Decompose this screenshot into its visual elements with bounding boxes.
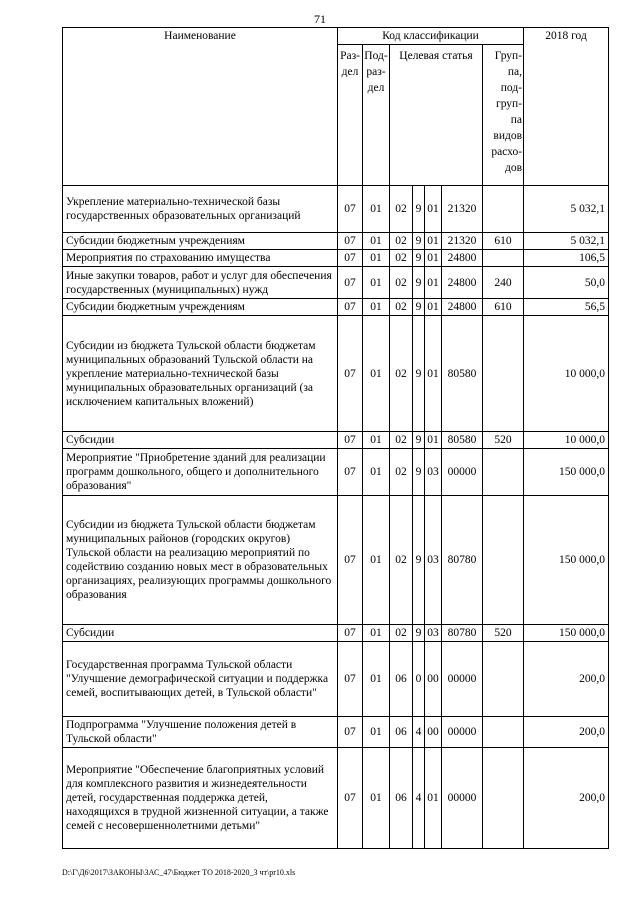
row-podrazdel-cell: 01 [363, 496, 390, 625]
table-row [63, 642, 609, 717]
row-target-program-cell: 02 [390, 233, 413, 250]
row-name-cell: Субсидии [63, 432, 338, 449]
row-target-program-cell: 02 [390, 432, 413, 449]
row-target-main-cell: 01 [425, 432, 442, 449]
header-name: Наименование [63, 28, 338, 186]
row-expense-group-cell [483, 748, 524, 849]
table-row [63, 250, 609, 267]
row-target-program-cell: 02 [390, 299, 413, 316]
table-row [63, 748, 609, 849]
header-group: Груп- па, под- груп- па видов расхо- дов [483, 45, 524, 186]
row-target-program-cell: 06 [390, 748, 413, 849]
row-expense-group-cell [483, 717, 524, 748]
row-expense-group-cell: 240 [483, 267, 524, 299]
row-podrazdel-cell: 01 [363, 233, 390, 250]
row-target-subprogram-cell: 9 [413, 186, 425, 233]
row-target-main-cell: 01 [425, 233, 442, 250]
budget-table [62, 27, 609, 849]
file-path-footer: D:\Г\Д6\2017\ЗАКОНЫ\ЗАС_47\Бюджет ТО 2018-2020_3 чт\pr10.xls [62, 868, 296, 877]
row-podrazdel-cell: 01 [363, 432, 390, 449]
row-amount-cell: 50,0 [524, 267, 609, 299]
row-name-cell: Субсидии из бюджета Тульской области бюджетам муниципальных образований Тульской области на укрепление материально-технической базы муниципальных образовательных организаций (за исключением капитальных вложений) [63, 316, 338, 432]
row-target-subprogram-cell: 0 [413, 642, 425, 717]
page-number: 71 [314, 12, 326, 26]
row-target-program-cell: 02 [390, 625, 413, 642]
row-target-direction-cell: 80580 [442, 432, 483, 449]
row-target-direction-cell: 80780 [442, 496, 483, 625]
row-expense-group-cell: 610 [483, 299, 524, 316]
row-podrazdel-cell: 01 [363, 642, 390, 717]
row-target-subprogram-cell: 9 [413, 496, 425, 625]
table-row [63, 717, 609, 748]
row-expense-group-cell [483, 642, 524, 717]
row-target-direction-cell: 24800 [442, 299, 483, 316]
row-name-cell: Подпрограмма "Улучшение положения детей в Тульской области" [63, 717, 338, 748]
header-podrazdel: Под- раз- дел [363, 45, 390, 186]
row-expense-group-cell [483, 449, 524, 496]
row-name-cell: Субсидии из бюджета Тульской области бюджетам муниципальных районов (городских округов) Тульской области на реализацию мероприятий по содействию созданию новых мест в образовательных организациях, реализующих программы дошкольного образования [63, 496, 338, 625]
table-row [63, 432, 609, 449]
row-name-cell: Субсидии [63, 625, 338, 642]
row-name-cell: Мероприятие "Приобретение зданий для реализации программ дошкольного, общего и дополнительного образования" [63, 449, 338, 496]
row-amount-cell: 10 000,0 [524, 432, 609, 449]
row-razdel-cell: 07 [338, 432, 363, 449]
row-amount-cell: 200,0 [524, 748, 609, 849]
row-podrazdel-cell: 01 [363, 267, 390, 299]
row-razdel-cell: 07 [338, 186, 363, 233]
row-target-program-cell: 02 [390, 496, 413, 625]
row-amount-cell: 10 000,0 [524, 316, 609, 432]
row-target-main-cell: 01 [425, 748, 442, 849]
row-target-program-cell: 06 [390, 642, 413, 717]
row-expense-group-cell [483, 186, 524, 233]
row-target-subprogram-cell: 9 [413, 233, 425, 250]
row-name-cell: Субсидии бюджетным учреждениям [63, 233, 338, 250]
row-podrazdel-cell: 01 [363, 449, 390, 496]
row-name-cell: Государственная программа Тульской области "Улучшение демографической ситуации и поддержка семей, воспитывающих детей, в Тульской области" [63, 642, 338, 717]
row-podrazdel-cell: 01 [363, 625, 390, 642]
row-target-main-cell: 01 [425, 316, 442, 432]
row-target-subprogram-cell: 9 [413, 267, 425, 299]
row-target-main-cell: 00 [425, 642, 442, 717]
row-razdel-cell: 07 [338, 299, 363, 316]
header-razdel: Раз- дел [338, 45, 363, 186]
row-target-main-cell: 01 [425, 267, 442, 299]
row-target-subprogram-cell: 9 [413, 316, 425, 432]
row-expense-group-cell [483, 316, 524, 432]
row-amount-cell: 5 032,1 [524, 233, 609, 250]
row-target-direction-cell: 24800 [442, 267, 483, 299]
row-target-direction-cell: 80580 [442, 316, 483, 432]
row-target-subprogram-cell: 9 [413, 299, 425, 316]
row-target-program-cell: 02 [390, 267, 413, 299]
row-expense-group-cell: 520 [483, 625, 524, 642]
row-razdel-cell: 07 [338, 496, 363, 625]
row-target-main-cell: 03 [425, 496, 442, 625]
row-target-main-cell: 03 [425, 625, 442, 642]
row-expense-group-cell: 610 [483, 233, 524, 250]
row-razdel-cell: 07 [338, 625, 363, 642]
header-year: 2018 год [524, 28, 609, 186]
row-target-subprogram-cell: 9 [413, 449, 425, 496]
row-target-direction-cell: 24800 [442, 250, 483, 267]
header-target: Целевая статья [390, 45, 483, 186]
row-target-program-cell: 02 [390, 449, 413, 496]
row-expense-group-cell [483, 496, 524, 625]
row-amount-cell: 200,0 [524, 642, 609, 717]
row-target-direction-cell: 00000 [442, 449, 483, 496]
row-razdel-cell: 07 [338, 642, 363, 717]
row-name-cell: Субсидии бюджетным учреждениям [63, 299, 338, 316]
row-amount-cell: 150 000,0 [524, 625, 609, 642]
row-razdel-cell: 07 [338, 449, 363, 496]
table-row [63, 496, 609, 625]
row-razdel-cell: 07 [338, 748, 363, 849]
row-razdel-cell: 07 [338, 717, 363, 748]
row-amount-cell: 200,0 [524, 717, 609, 748]
table-row [63, 186, 609, 233]
row-target-subprogram-cell: 4 [413, 717, 425, 748]
row-amount-cell: 56,5 [524, 299, 609, 316]
row-target-subprogram-cell: 9 [413, 432, 425, 449]
row-target-direction-cell: 00000 [442, 717, 483, 748]
row-amount-cell: 150 000,0 [524, 449, 609, 496]
row-amount-cell: 5 032,1 [524, 186, 609, 233]
row-podrazdel-cell: 01 [363, 250, 390, 267]
table-row [63, 233, 609, 250]
row-target-subprogram-cell: 4 [413, 748, 425, 849]
row-target-main-cell: 00 [425, 717, 442, 748]
row-target-direction-cell: 21320 [442, 233, 483, 250]
row-target-program-cell: 02 [390, 250, 413, 267]
row-target-direction-cell: 80780 [442, 625, 483, 642]
row-podrazdel-cell: 01 [363, 316, 390, 432]
row-podrazdel-cell: 01 [363, 186, 390, 233]
table-row [63, 625, 609, 642]
row-target-subprogram-cell: 9 [413, 625, 425, 642]
table-row [63, 299, 609, 316]
row-expense-group-cell: 520 [483, 432, 524, 449]
row-razdel-cell: 07 [338, 233, 363, 250]
row-target-main-cell: 01 [425, 250, 442, 267]
row-target-program-cell: 02 [390, 186, 413, 233]
table-row [63, 316, 609, 432]
row-name-cell: Иные закупки товаров, работ и услуг для обеспечения государственных (муниципальных) нужд [63, 267, 338, 299]
row-target-main-cell: 03 [425, 449, 442, 496]
row-name-cell: Мероприятие "Обеспечение благоприятных условий для комплексного развития и жизнедеятельности детей, государственная поддержка детей, находящихся в трудной жизненной ситуации, а также семей с несовершеннолетними детьми" [63, 748, 338, 849]
row-amount-cell: 150 000,0 [524, 496, 609, 625]
row-name-cell: Укрепление материально-технической базы государственных образовательных организаций [63, 186, 338, 233]
row-expense-group-cell [483, 250, 524, 267]
row-podrazdel-cell: 01 [363, 748, 390, 849]
row-amount-cell: 106,5 [524, 250, 609, 267]
row-podrazdel-cell: 01 [363, 299, 390, 316]
row-podrazdel-cell: 01 [363, 717, 390, 748]
table-row [63, 449, 609, 496]
row-target-program-cell: 02 [390, 316, 413, 432]
row-razdel-cell: 07 [338, 267, 363, 299]
row-target-direction-cell: 00000 [442, 748, 483, 849]
header-code: Код классификации [338, 28, 524, 45]
row-target-subprogram-cell: 9 [413, 250, 425, 267]
row-target-main-cell: 01 [425, 186, 442, 233]
row-target-direction-cell: 00000 [442, 642, 483, 717]
row-target-program-cell: 06 [390, 717, 413, 748]
row-target-main-cell: 01 [425, 299, 442, 316]
table-row [63, 267, 609, 299]
row-name-cell: Мероприятия по страхованию имущества [63, 250, 338, 267]
row-target-direction-cell: 21320 [442, 186, 483, 233]
row-razdel-cell: 07 [338, 316, 363, 432]
row-razdel-cell: 07 [338, 250, 363, 267]
